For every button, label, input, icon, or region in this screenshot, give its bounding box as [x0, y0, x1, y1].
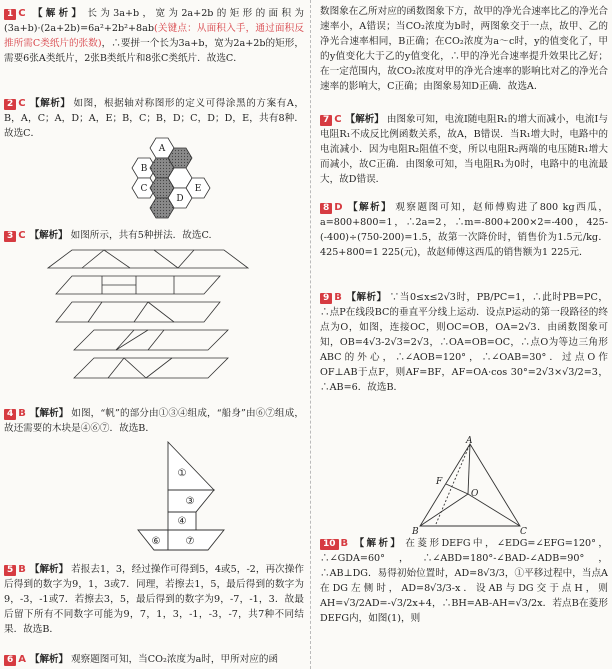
solution-text: 观察题图可知，当CO₂浓度为a时，甲所对应的函 [71, 654, 279, 665]
sailboat-tangram-figure [134, 438, 244, 563]
answer-letter: D [334, 202, 343, 213]
question-1 [4, 6, 304, 66]
solution-text: 长为3a+b，宽为2a+2b的矩形的面积为(3a+b)·(2a+2b)=6a²+2b²+8ab [4, 8, 304, 34]
analysis-tag: 【解析】 [346, 202, 393, 213]
answer-letter: C [18, 8, 26, 19]
analysis-tag: 【解析】 [29, 408, 69, 419]
analysis-tag: 【解析】 [345, 114, 384, 125]
handwritten-note: (关键点：从面积入手，通过面积反推所需C类纸片的张数) [4, 23, 304, 49]
solution-text: 观察题图可知，赵师傅购进了800 kg西瓜，a=800+800=1，∴2a=2，∴m=-800+200×2=-400，425-(-400)÷(750-200)=1.5，故第一次降价时，销售价为1.5元/kg．425+800=1 225(元)，故赵师傅这西瓜的销售额为1 225元． [320, 202, 608, 258]
question-10 [320, 536, 608, 626]
analysis-tag: 【解析】 [29, 8, 85, 19]
hexagon-figure [114, 134, 224, 224]
piece-label-6: ⑥ [151, 536, 161, 547]
answer-letter: C [18, 98, 26, 109]
solution-text: 若报去1，3，经过操作可得到5，4或5，-2，再次操作后得到的数字为9，1，3或7．同理，若擦去1，5，最后得到的数字为9，-3，-1或7．若擦去3，5，最后得到的数字为9，-7，-1，3．故最后留下所有不同数字可能为9，7，1，3，-1，-3，-7，共7种不同结果．故选B． [4, 564, 304, 635]
solution-text: 如图，“帆”的部分由①③④组成，“船身”由⑥⑦组成，故还需要的木块是④⑥⑦．故选B． [4, 408, 304, 434]
vertex-label-b: B [412, 527, 419, 536]
piece-label-4: ④ [177, 516, 187, 527]
question-3 [4, 228, 304, 243]
tiling-1 [48, 250, 248, 268]
solution-text: 数图象在乙所对应的函数图象下方，故甲的净光合速率比乙的净光合速率小，A错误；当CO₂浓度为b时，两图象交于一点，故甲、乙的净光合速率相同，B正确；在CO₂浓度为a～c时，y的值变化了，甲的y值变化大于乙的y值变化，∴甲的净光合速率提升效果比乙好；在一定范围内，故CO₂浓度对甲的净光合速率的影响比对乙的净光合速率的影响大，C正确；由图象易知D正确．故选A． [320, 6, 608, 92]
question-number: 7 [320, 115, 332, 126]
question-number: 5 [4, 565, 16, 576]
analysis-tag: 【解析】 [29, 230, 68, 241]
question-6-continued [320, 4, 608, 94]
question-number: 6 [4, 655, 16, 666]
piece-label-7: ⑦ [185, 536, 195, 547]
vertex-label-a: A [466, 436, 473, 446]
analysis-tag: 【解析】 [352, 538, 403, 549]
piece-label-1: ① [177, 468, 187, 479]
triangle-abc [420, 444, 520, 526]
question-9 [320, 290, 608, 395]
question-number: 1 [4, 9, 16, 20]
label-c: C [140, 184, 148, 194]
answer-letter: B [18, 564, 26, 575]
question-6 [4, 652, 304, 667]
answer-letter: B [334, 292, 342, 303]
solution-text: 在菱形DEFG中，∠EDG=∠EFG=120°，∴∠GDA=60°，∴∠ABD=180°-∠BAD-∠ADB=90°，∴AB⊥DG．易得初始位置时，AD=8√3/3，①平移过程中，当点A在DG左侧时，AD=8√3/3-x．设AB与DG交于点H，则AH=√3/2AD=-√3/2x+4，∴BH=AB-AH=√3/2x．若点B在菱形DEFG内，如图(1)，则 [320, 538, 608, 624]
question-number: 10 [320, 539, 339, 550]
answer-letter: B [18, 408, 26, 419]
answer-letter: B [340, 538, 349, 549]
question-number: 9 [320, 293, 332, 304]
question-4 [4, 406, 304, 436]
analysis-tag: 【解析】 [345, 292, 387, 303]
label-b: B [140, 164, 148, 174]
solution-text: ∵当0≤x≤2√3时，PB/PC=1，∴此时PB=PC，∴点P在线段BC的垂直平分线上运动．设点P运动的第一段路径的终点为O，如图，连接OC，则OC=OB，OA=2√3．由函数图象可知，OB=4√3-2√3=2√3，∴OA=OB=OC，∴点O为等边三角形ABC的外心，∴∠AOB=120°，∴∠OAB=30°．过点O作OF⊥AB于点F，则AF=BF，AF=OA·cos 30°=2√3×√3/2=3，∴AB=6．故选B． [320, 292, 608, 393]
vertex-label-c: C [520, 527, 527, 536]
piece-7 [168, 530, 224, 550]
solution-text: 由图象可知，电流I随电阻R₁的增大而减小，电流I与电阻R₁不成反比例函数关系，故A，B错误．当R₁增大时，电路中的电流减小．因为电阻R₂阻值不变，所以电阻R₂两端的电压随R₁增大而减小，故C正确．由图象可知，当电阻R₁为0时，电路中的电流最大，故D错误． [320, 114, 608, 185]
tiling-5 [74, 358, 228, 378]
question-5 [4, 562, 304, 637]
question-number: 2 [4, 99, 16, 110]
tiling-2 [56, 276, 220, 294]
question-number: 4 [4, 409, 16, 420]
question-7 [320, 112, 608, 187]
triangle-figure [410, 436, 530, 536]
question-number: 3 [4, 231, 16, 242]
vertex-label-f: F [436, 477, 443, 487]
analysis-tag: 【解析】 [29, 564, 69, 575]
label-e: E [194, 184, 202, 194]
left-column [4, 6, 304, 669]
column-divider [310, 0, 311, 669]
answer-letter: C [334, 114, 342, 125]
label-a: A [158, 144, 166, 154]
solution-text: 如图所示，共有5种拼法．故选C. [70, 230, 212, 241]
answer-letter: A [18, 654, 27, 665]
right-column [320, 4, 608, 669]
segment-ao [468, 444, 470, 494]
parallelogram-tilings-figure [44, 246, 264, 396]
piece-label-3: ③ [185, 496, 195, 507]
piece-1 [168, 442, 214, 490]
question-number: 8 [320, 203, 332, 214]
answer-letter: C [18, 230, 26, 241]
segment-bo [420, 494, 468, 526]
label-d: D [176, 194, 184, 204]
solution-text-cont: ，∴要拼一个长为3a+b，宽为2a+2b的矩形，需要6张A类纸片，2张B类纸片和8张C类纸片．故选C． [4, 38, 304, 64]
solution-text: 如图，根据轴对称图形的定义可得涂黑的方案有A，B，A，C；A，D；A，E；B，C；B，D；C，D；D，E，共有8种．故选C． [4, 98, 304, 139]
tiling-3 [56, 302, 220, 322]
vertex-label-o: O [471, 489, 479, 499]
analysis-tag: 【解析】 [29, 98, 71, 109]
analysis-tag: 【解析】 [30, 654, 69, 665]
question-8 [320, 200, 608, 260]
segment-fo [446, 484, 468, 494]
tiling-4 [74, 330, 228, 350]
